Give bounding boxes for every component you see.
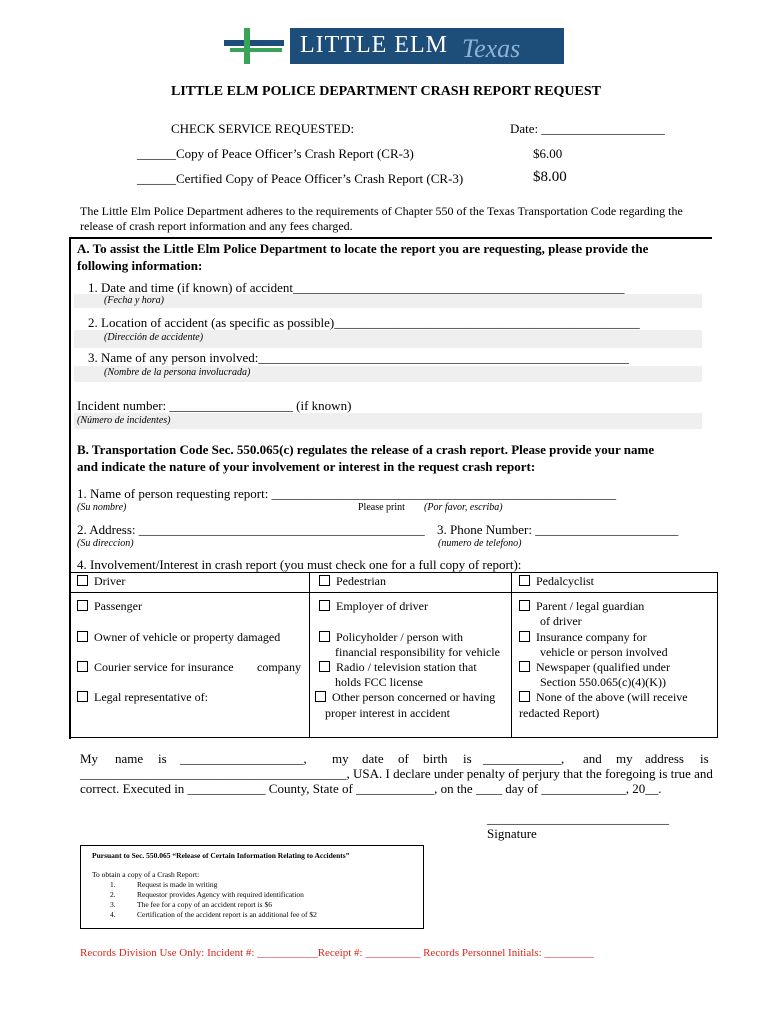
decl-executed-line[interactable]: correct. Executed in ____________ County, State of ____________, on the ____ day of _____________, 20__. — [80, 781, 662, 796]
decl-word: is — [463, 751, 472, 766]
section-b-heading: B. Transportation Code Sec. 550.065(c) regulates the release of a crash report. Please provide your name — [77, 442, 655, 457]
pursuant-item: Requestor provides Agency with required identification — [137, 890, 304, 899]
decl-word: my — [332, 751, 349, 766]
option-employer[interactable]: Employer of driver — [319, 599, 428, 614]
decl-word: name — [115, 751, 144, 766]
intro-line: release of crash report information and any fees charged. — [80, 219, 353, 233]
decl-word: and — [583, 751, 602, 766]
table-divider — [511, 572, 512, 737]
option-courier-extra: company — [257, 660, 301, 674]
accident-location-sub: (Dirección de accidente) — [104, 332, 204, 343]
price-copy: $6.00 — [533, 146, 563, 161]
section-a-heading: A. To assist the Little Elm Police Department to locate the report you are requesting, please provide the — [77, 241, 649, 256]
logo-bar — [230, 48, 282, 52]
pursuant-item: The fee for a copy of an accident report is $6 — [137, 900, 272, 909]
pursuant-num: 2. — [110, 890, 116, 899]
pursuant-num: 3. — [110, 900, 116, 909]
checkbox[interactable] — [519, 691, 530, 702]
decl-word: birth — [423, 751, 448, 766]
decl-word: My — [80, 751, 99, 766]
checkbox[interactable] — [77, 691, 88, 702]
signature-line[interactable]: ____________________________ — [487, 811, 669, 826]
option-other-person[interactable]: Other person concerned or having — [315, 690, 495, 705]
person-involved-sub: (Nombre de la persona involucrada) — [104, 367, 251, 378]
option-insurance[interactable]: Insurance company for — [519, 630, 647, 645]
checkbox[interactable] — [77, 631, 88, 642]
por-favor-note: (Por favor, escriba) — [424, 502, 503, 513]
signature-label: Signature — [487, 826, 537, 841]
shade-band — [74, 294, 702, 308]
intro-line: The Little Elm Police Department adheres to the requirements of Chapter 550 of the Texas Transportation Code regarding the — [80, 204, 683, 218]
option-radio-tv-line2: holds FCC license — [335, 675, 424, 689]
option-pedalcyclist[interactable]: Pedalcyclist — [519, 574, 594, 589]
option-none[interactable]: None of the above (will receive — [519, 690, 688, 705]
checkbox[interactable] — [77, 600, 88, 611]
incident-number-sub: (Número de incidentes) — [77, 415, 171, 426]
phone-field[interactable]: 3. Phone Number: ______________________ — [437, 522, 679, 537]
option-newspaper[interactable]: Newspaper (qualified under — [519, 660, 670, 675]
checkbox[interactable] — [319, 631, 330, 642]
little-elm-logo — [224, 28, 564, 64]
option-other-person-line2: proper interest in accident — [325, 706, 450, 720]
table-divider — [309, 572, 310, 737]
checkbox[interactable] — [319, 661, 330, 672]
option-driver[interactable]: Driver — [77, 574, 125, 589]
option-policyholder[interactable]: Policyholder / person with — [319, 630, 463, 645]
declarant-name-field[interactable]: ___________________, — [180, 751, 307, 766]
service-option-certified[interactable]: ______Certified Copy of Peace Officer’s Crash Report (CR-3) — [137, 171, 464, 186]
checkbox[interactable] — [319, 600, 330, 611]
option-none-line2: redacted Report) — [519, 706, 600, 720]
option-owner[interactable]: Owner of vehicle or property damaged — [77, 630, 280, 645]
records-use-only[interactable]: Records Division Use Only: Incident #: ___________Receipt #: __________ Records Personnel Initials: _________ — [80, 947, 594, 959]
option-parent-line2: of driver — [540, 614, 582, 628]
decl-word: is — [158, 751, 167, 766]
logo-script: Texas — [462, 34, 521, 63]
decl-word: date — [362, 751, 384, 766]
table-divider — [69, 592, 717, 593]
service-option-copy[interactable]: ______Copy of Peace Officer’s Crash Report (CR-3) — [137, 146, 414, 161]
pursuant-item: Request is made in writing — [137, 880, 218, 889]
option-policyholder-line2: financial responsibility for vehicle — [335, 645, 500, 659]
page-title: LITTLE ELM POLICE DEPARTMENT CRASH REPORT REQUEST — [171, 84, 601, 99]
involvement-heading: 4. Involvement/Interest in crash report (you must check one for a full copy of report): — [77, 557, 522, 572]
option-newspaper-line2: Section 550.065(c)(4)(K)) — [540, 675, 666, 689]
pursuant-title: Pursuant to Sec. 550.065 “Release of Certain Information Relating to Accidents” — [92, 851, 350, 860]
pursuant-intro: To obtain a copy of a Crash Report: — [92, 870, 200, 879]
please-print-note: Please print — [358, 502, 405, 513]
checkbox[interactable] — [519, 631, 530, 642]
date-field[interactable]: Date: ___________________ — [510, 121, 665, 136]
address-field[interactable]: 2. Address: ____________________________________________ — [77, 522, 425, 537]
incident-number-field[interactable]: Incident number: ___________________ (if known) — [77, 398, 352, 413]
option-insurance-line2: vehicle or person involved — [540, 645, 668, 659]
birth-date-field[interactable]: ____________, — [483, 751, 565, 766]
decl-word: my — [616, 751, 633, 766]
checkbox[interactable] — [77, 661, 88, 672]
person-involved-field[interactable]: 3. Name of any person involved:_________________________________________________________ — [88, 350, 629, 365]
section-a-heading: following information: — [77, 258, 203, 273]
logo-bar — [224, 40, 284, 46]
accident-location-field[interactable]: 2. Location of accident (as specific as possible)_______________________________________________ — [88, 315, 640, 330]
checkbox[interactable] — [315, 691, 326, 702]
option-courier[interactable]: Courier service for insurance — [77, 660, 234, 675]
checkbox[interactable] — [519, 575, 530, 586]
address-sub: (Su direccion) — [77, 538, 134, 549]
price-certified: $8.00 — [533, 169, 567, 185]
logo-text: LITTLE ELM — [300, 32, 448, 58]
phone-sub: (numero de telefono) — [438, 538, 522, 549]
decl-address-line[interactable]: _________________________________________, USA. I declare under penalty of perjury that the foregoing is true and — [80, 766, 713, 781]
decl-word: address — [645, 751, 684, 766]
option-pedestrian[interactable]: Pedestrian — [319, 574, 386, 589]
checkbox[interactable] — [319, 575, 330, 586]
option-radio-tv[interactable]: Radio / television station that — [319, 660, 477, 675]
logo-mark — [224, 28, 290, 64]
option-passenger[interactable]: Passenger — [77, 599, 142, 614]
decl-word: is — [700, 751, 709, 766]
checkbox[interactable] — [77, 575, 88, 586]
accident-date-sub: (Fecha y hora) — [104, 295, 164, 306]
section-b-heading: and indicate the nature of your involvement or interest in the request crash report: — [77, 459, 536, 474]
logo-bar — [244, 28, 250, 64]
pursuant-item: Certification of the accident report is an additional fee of $2 — [137, 910, 317, 919]
accident-date-field[interactable]: 1. Date and time (if known) of accident___________________________________________________ — [88, 280, 625, 295]
option-legal-rep[interactable]: Legal representative of: — [77, 690, 208, 705]
checkbox[interactable] — [519, 661, 530, 672]
decl-word: of — [398, 751, 409, 766]
requester-name-field[interactable]: 1. Name of person requesting report: _____________________________________________________ — [77, 486, 617, 501]
check-service-label: CHECK SERVICE REQUESTED: — [171, 121, 355, 136]
requester-name-sub: (Su nombre) — [77, 502, 127, 513]
pursuant-num: 4. — [110, 910, 116, 919]
checkbox[interactable] — [519, 600, 530, 611]
option-parent[interactable]: Parent / legal guardian — [519, 599, 644, 614]
pursuant-num: 1. — [110, 880, 116, 889]
